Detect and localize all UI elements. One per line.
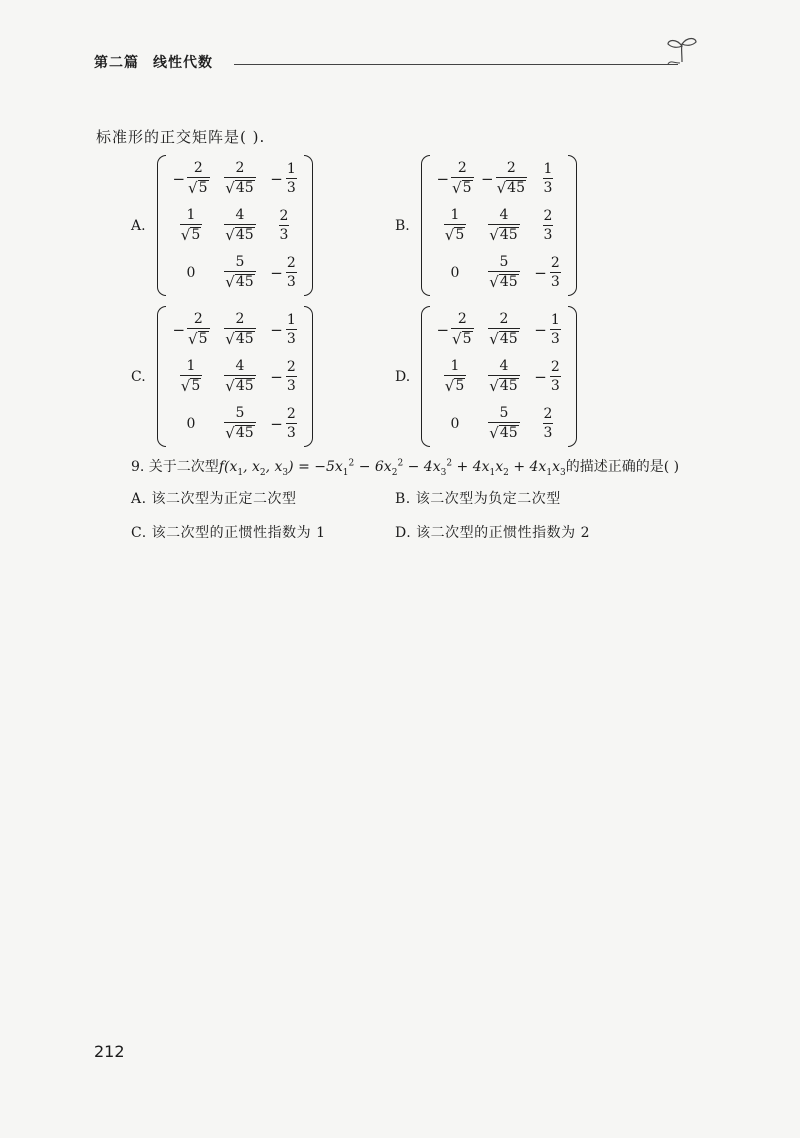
matrix-entry bbox=[169, 208, 213, 243]
numerator: 1 bbox=[186, 358, 196, 375]
entry-value: 0 bbox=[450, 415, 460, 432]
matrix-entry bbox=[531, 313, 565, 346]
entry-value: 0 bbox=[186, 264, 196, 281]
choice-a: A. 该二次型为正定二次型 bbox=[131, 491, 297, 507]
option-label: B. bbox=[395, 217, 410, 234]
radical-icon: √ bbox=[180, 376, 191, 395]
header-part: 第二篇 bbox=[94, 55, 139, 71]
fraction bbox=[180, 359, 202, 394]
denominator bbox=[180, 375, 202, 394]
denominator bbox=[451, 177, 473, 196]
radicand: 45 bbox=[235, 180, 254, 197]
fraction bbox=[488, 312, 519, 347]
matrix-entry bbox=[477, 406, 531, 441]
minus-sign: − bbox=[534, 263, 547, 282]
matrix bbox=[157, 155, 313, 296]
numerator: 2 bbox=[286, 359, 296, 375]
square-root bbox=[445, 227, 465, 243]
matrix-row bbox=[433, 202, 565, 249]
numerator: 1 bbox=[543, 161, 553, 177]
matrix-entry bbox=[169, 161, 213, 196]
matrix-row bbox=[169, 353, 301, 400]
square-root bbox=[445, 378, 465, 394]
minus-sign: − bbox=[270, 367, 283, 386]
matrix-entry bbox=[531, 360, 565, 393]
quadratic-form-formula: $f(x_1$, $x_2$, $x_3) = -5x_1^2 - 6x_2^2 - 4x_3^2 + 4x_1x_2 + 4x_1x_3$ bbox=[218, 458, 566, 478]
numerator: 2 bbox=[286, 255, 296, 271]
matrix-row bbox=[169, 400, 301, 447]
matrix-row bbox=[169, 249, 301, 296]
matrix-row bbox=[433, 249, 565, 296]
denominator bbox=[488, 328, 519, 347]
denominator: 3 bbox=[550, 331, 560, 347]
denominator bbox=[180, 224, 202, 243]
square-root bbox=[225, 180, 254, 196]
matrix-entry bbox=[477, 208, 531, 243]
matrix-entry bbox=[213, 255, 267, 290]
matrix-entry bbox=[531, 209, 565, 242]
choice-b: B. 该二次型为负定二次型 bbox=[395, 491, 561, 507]
question-9-suffix: 的描述正确的是( ) bbox=[565, 459, 680, 475]
denominator bbox=[224, 328, 255, 347]
numerator: 4 bbox=[499, 358, 509, 375]
denominator bbox=[496, 177, 527, 196]
fraction bbox=[285, 407, 298, 440]
matrix-entry bbox=[169, 416, 213, 432]
square-root bbox=[225, 227, 254, 243]
fraction bbox=[285, 313, 298, 346]
numerator: 2 bbox=[550, 359, 560, 375]
matrix bbox=[157, 306, 313, 447]
fraction bbox=[180, 208, 202, 243]
matrix-entry bbox=[477, 312, 531, 347]
matrix-row bbox=[433, 306, 565, 353]
denominator bbox=[224, 271, 255, 290]
question-9 bbox=[131, 456, 679, 478]
denominator: 3 bbox=[286, 274, 296, 290]
matrix-entry bbox=[433, 265, 477, 281]
fraction bbox=[278, 209, 291, 242]
radicand: 5 bbox=[198, 180, 208, 197]
radicand: 5 bbox=[462, 180, 472, 197]
sprout-icon bbox=[664, 34, 700, 64]
denominator bbox=[224, 375, 255, 394]
square-root bbox=[225, 378, 254, 394]
square-root bbox=[489, 274, 518, 290]
radical-icon: √ bbox=[180, 225, 191, 244]
radical-icon: √ bbox=[225, 225, 235, 244]
numerator: 1 bbox=[286, 312, 296, 328]
minus-sign: − bbox=[270, 320, 283, 339]
entry-value: 0 bbox=[450, 264, 460, 281]
denominator bbox=[488, 422, 519, 441]
minus-sign: − bbox=[270, 263, 283, 282]
numerator: 1 bbox=[450, 207, 460, 224]
running-header bbox=[94, 52, 213, 72]
matrix-entry bbox=[433, 208, 477, 243]
matrix-entry bbox=[213, 359, 267, 394]
square-root bbox=[181, 227, 201, 243]
fraction bbox=[285, 162, 298, 195]
matrix-entry bbox=[433, 416, 477, 432]
entry-value: 0 bbox=[186, 415, 196, 432]
radicand: 45 bbox=[499, 331, 518, 348]
matrix-entry bbox=[213, 161, 267, 196]
denominator bbox=[224, 177, 255, 196]
numerator: 2 bbox=[499, 311, 509, 328]
matrix bbox=[421, 155, 577, 296]
numerator: 2 bbox=[457, 311, 467, 328]
fraction bbox=[542, 162, 555, 195]
radical-icon: √ bbox=[188, 178, 198, 197]
matrix-row bbox=[433, 155, 565, 202]
matrix-row bbox=[433, 353, 565, 400]
numerator: 4 bbox=[499, 207, 509, 224]
denominator bbox=[444, 375, 466, 394]
denominator bbox=[187, 328, 209, 347]
matrix-entry bbox=[267, 256, 301, 289]
numerator: 2 bbox=[543, 208, 553, 224]
square-root bbox=[489, 331, 518, 347]
denominator bbox=[488, 224, 519, 243]
radicand: 45 bbox=[499, 425, 518, 442]
numerator: 1 bbox=[450, 358, 460, 375]
radical-icon: √ bbox=[489, 225, 499, 244]
radical-icon: √ bbox=[452, 329, 462, 348]
numerator: 1 bbox=[550, 312, 560, 328]
fraction bbox=[224, 208, 255, 243]
matrix bbox=[421, 306, 577, 447]
minus-sign: − bbox=[534, 320, 547, 339]
option-label: D. bbox=[395, 368, 411, 385]
radicand: 45 bbox=[499, 274, 518, 291]
radical-icon: √ bbox=[188, 329, 198, 348]
numerator: 2 bbox=[193, 160, 203, 177]
question-intro: 标准形的正交矩阵是( ). bbox=[96, 128, 266, 146]
fraction bbox=[285, 256, 298, 289]
numerator: 2 bbox=[279, 208, 289, 224]
numerator: 2 bbox=[457, 160, 467, 177]
minus-sign: − bbox=[172, 169, 186, 188]
matrix-entry bbox=[433, 161, 477, 196]
matrix-entry bbox=[169, 359, 213, 394]
square-root bbox=[489, 425, 518, 441]
radical-icon: √ bbox=[225, 178, 235, 197]
denominator bbox=[187, 177, 209, 196]
fraction bbox=[224, 406, 255, 441]
denominator: 3 bbox=[279, 227, 289, 243]
fraction bbox=[187, 312, 209, 347]
matrix-entry bbox=[267, 162, 301, 195]
matrix-entry bbox=[267, 360, 301, 393]
fraction bbox=[549, 360, 562, 393]
numerator: 4 bbox=[235, 358, 245, 375]
numerator: 5 bbox=[235, 254, 245, 271]
fraction bbox=[549, 256, 562, 289]
denominator bbox=[451, 328, 473, 347]
matrix-entry bbox=[267, 407, 301, 440]
matrix-entry bbox=[531, 256, 565, 289]
denominator: 3 bbox=[286, 378, 296, 394]
radical-icon: √ bbox=[489, 423, 499, 442]
radicand: 45 bbox=[499, 227, 518, 244]
option-b-matrix bbox=[395, 155, 577, 296]
numerator: 2 bbox=[550, 255, 560, 271]
radical-icon: √ bbox=[225, 272, 235, 291]
radicand: 5 bbox=[462, 331, 472, 348]
matrix-row bbox=[169, 306, 301, 353]
denominator: 3 bbox=[286, 425, 296, 441]
radical-icon: √ bbox=[225, 329, 235, 348]
matrix-entry bbox=[169, 265, 213, 281]
square-root bbox=[225, 274, 254, 290]
radical-icon: √ bbox=[452, 178, 462, 197]
option-a-matrix bbox=[131, 155, 313, 296]
option-label: A. bbox=[131, 217, 146, 234]
minus-sign: − bbox=[270, 169, 283, 188]
square-root bbox=[489, 227, 518, 243]
matrix-entry bbox=[477, 161, 531, 196]
radical-icon: √ bbox=[444, 225, 455, 244]
option-c-matrix bbox=[131, 306, 313, 447]
denominator bbox=[488, 375, 519, 394]
denominator bbox=[224, 224, 255, 243]
radical-icon: √ bbox=[489, 272, 499, 291]
fraction bbox=[444, 208, 466, 243]
fraction bbox=[444, 359, 466, 394]
denominator: 3 bbox=[550, 274, 560, 290]
denominator bbox=[488, 271, 519, 290]
matrix-entry bbox=[477, 255, 531, 290]
matrix-row bbox=[433, 400, 565, 447]
matrix-entry bbox=[267, 209, 301, 242]
denominator: 3 bbox=[543, 180, 553, 196]
denominator: 3 bbox=[543, 425, 553, 441]
fraction bbox=[451, 312, 473, 347]
minus-sign: − bbox=[270, 414, 283, 433]
square-root bbox=[188, 180, 208, 196]
fraction bbox=[187, 161, 209, 196]
denominator: 3 bbox=[286, 331, 296, 347]
numerator: 5 bbox=[499, 405, 509, 422]
page-number: 212 bbox=[94, 1042, 125, 1061]
numerator: 1 bbox=[286, 161, 296, 177]
radicand: 45 bbox=[507, 180, 525, 197]
denominator: 3 bbox=[286, 180, 296, 196]
fraction bbox=[224, 161, 255, 196]
numerator: 4 bbox=[235, 207, 245, 224]
numerator: 5 bbox=[235, 405, 245, 422]
fraction bbox=[224, 312, 255, 347]
fraction bbox=[488, 208, 519, 243]
header-title: 线性代数 bbox=[153, 55, 213, 71]
matrix-entry bbox=[433, 312, 477, 347]
denominator bbox=[444, 224, 466, 243]
numerator: 2 bbox=[193, 311, 203, 328]
numerator: 2 bbox=[543, 406, 553, 422]
radicand: 45 bbox=[235, 274, 254, 291]
matrix-entry bbox=[531, 162, 565, 195]
square-root bbox=[225, 331, 254, 347]
matrix-entry bbox=[213, 406, 267, 441]
square-root bbox=[188, 331, 208, 347]
option-d-matrix bbox=[395, 306, 577, 447]
matrix-row bbox=[169, 202, 301, 249]
denominator bbox=[224, 422, 255, 441]
matrix-entry bbox=[267, 313, 301, 346]
fraction bbox=[496, 161, 527, 196]
radicand: 45 bbox=[235, 378, 254, 395]
radicand: 45 bbox=[235, 425, 254, 442]
denominator: 3 bbox=[543, 227, 553, 243]
matrix-entry bbox=[433, 359, 477, 394]
radical-icon: √ bbox=[496, 178, 507, 197]
radicand: 5 bbox=[455, 378, 465, 395]
matrix-entry bbox=[169, 312, 213, 347]
square-root bbox=[452, 180, 472, 196]
question-9-prefix: 9. 关于二次型 bbox=[131, 459, 219, 475]
radicand: 45 bbox=[235, 331, 254, 348]
fraction bbox=[285, 360, 298, 393]
fraction bbox=[488, 255, 519, 290]
fraction bbox=[542, 407, 555, 440]
choice-d: D. 该二次型的正惯性指数为 2 bbox=[395, 525, 590, 541]
fraction bbox=[224, 255, 255, 290]
numerator: 2 bbox=[506, 160, 516, 177]
square-root bbox=[497, 180, 526, 196]
matrix-entry bbox=[213, 312, 267, 347]
fraction bbox=[224, 359, 255, 394]
fraction bbox=[451, 161, 473, 196]
minus-sign: − bbox=[172, 320, 186, 339]
numerator: 2 bbox=[235, 160, 245, 177]
minus-sign: − bbox=[436, 169, 450, 188]
fraction bbox=[488, 406, 519, 441]
radical-icon: √ bbox=[489, 329, 499, 348]
fraction bbox=[542, 209, 555, 242]
numerator: 2 bbox=[286, 406, 296, 422]
numerator: 5 bbox=[499, 254, 509, 271]
fraction bbox=[488, 359, 519, 394]
radicand: 45 bbox=[235, 227, 254, 244]
numerator: 1 bbox=[186, 207, 196, 224]
radicand: 45 bbox=[499, 378, 518, 395]
option-label: C. bbox=[131, 368, 146, 385]
square-root bbox=[452, 331, 472, 347]
minus-sign: − bbox=[436, 320, 450, 339]
fraction bbox=[549, 313, 562, 346]
radicand: 5 bbox=[198, 331, 208, 348]
numerator: 2 bbox=[235, 311, 245, 328]
denominator: 3 bbox=[550, 378, 560, 394]
matrix-entry bbox=[531, 407, 565, 440]
matrix-entry bbox=[477, 359, 531, 394]
radicand: 5 bbox=[455, 227, 465, 244]
square-root bbox=[225, 425, 254, 441]
radicand: 5 bbox=[191, 227, 201, 244]
choice-c: C. 该二次型的正惯性指数为 1 bbox=[131, 525, 326, 541]
radical-icon: √ bbox=[225, 423, 235, 442]
minus-sign: − bbox=[481, 169, 494, 188]
matrix-row bbox=[169, 155, 301, 202]
square-root bbox=[489, 378, 518, 394]
matrix-entry bbox=[213, 208, 267, 243]
header-rule bbox=[234, 64, 678, 65]
minus-sign: − bbox=[534, 367, 547, 386]
radicand: 5 bbox=[191, 378, 201, 395]
radical-icon: √ bbox=[444, 376, 455, 395]
radical-icon: √ bbox=[489, 376, 499, 395]
radical-icon: √ bbox=[225, 376, 235, 395]
square-root bbox=[181, 378, 201, 394]
